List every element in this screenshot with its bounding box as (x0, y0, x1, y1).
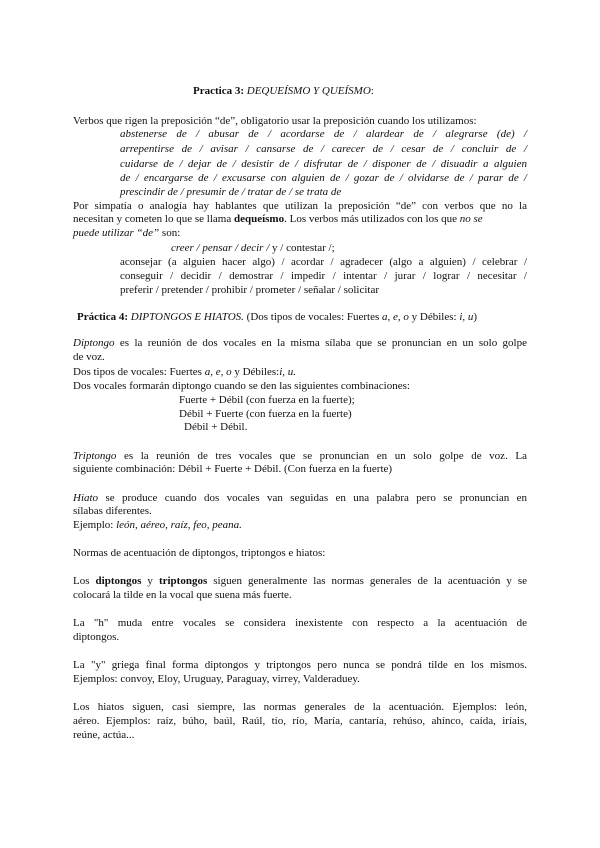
h-muda-rule: diptongos. (73, 631, 120, 643)
dequeismo-text-line: Por simpatía o analogía hay hablantes que utilizan la preposición “de” con verbos que no la (73, 200, 527, 212)
y-griega-rule: Ejemplos: convoy, Eloy, Uruguay, Paraguay, virrey, Valderaduey. (73, 673, 360, 685)
verb-list-line: prescindir de / presumir de / tratar de / se trata de (120, 186, 342, 198)
hiatos-rule: Los hiatos siguen, casi siempre, las normas generales de la acentuación. Ejemplos: león, (73, 701, 527, 713)
combinaciones-intro: Dos vocales formarán diptongo cuando se den las siguientes combinaciones: (73, 380, 410, 392)
hiato-example: Ejemplo: león, aéreo, raíz, feo, peana. (73, 519, 242, 531)
h-muda-rule: La "h" muda entre vocales se considera inexistente con respecto a la acentuación de (73, 617, 527, 629)
other-verbs-line: conseguir / decidir / demostrar / impedir / intentar / jurar / lograr / necesitar / (120, 270, 527, 282)
queismo-verbs-line: creer / pensar / decir / y / contestar /; (171, 242, 335, 254)
verb-list-line: arrepentirse de / avisar / cansarse de / carecer de / cesar de / concluir de / (120, 143, 527, 155)
tipos-vocales: Dos tipos de vocales: Fuertes a, e, o y Débiles:i, u. (73, 366, 297, 378)
hiato-definition: Hiato se produce cuando dos vocales van seguidas en una palabra pero se pronuncian en (73, 492, 528, 504)
other-verbs-line: aconsejar (a alguien hacer algo) / acordar / agradecer (algo a alguien) / celebrar / (120, 256, 527, 268)
title-practica-4: Práctica 4: DIPTONGOS E HIATOS. (Dos tipos de vocales: Fuertes a, e, o y Débiles: i, u) (77, 311, 478, 323)
diptongos-rule: Los diptongos y triptongos siguen generalmente las normas generales de la acentuación y se (73, 575, 528, 587)
diptongos-rule: colocará la tilde en la vocal que suena más fuerte. (73, 589, 292, 601)
hiatos-rule: reúne, actúa... (73, 729, 135, 741)
combinacion-line: Débil + Débil. (184, 421, 248, 433)
dequeismo-text-line: puede utilizar “de” son: (73, 227, 181, 239)
hiato-definition: sílabas diferentes. (73, 505, 152, 517)
diptongo-definition: Diptongo es la reunión de dos vocales en la misma sílaba que se pronuncian en un solo golpe (73, 337, 527, 349)
other-verbs-line: preferir / pretender / prohibir / prometer / señalar / solicitar (120, 284, 380, 296)
dequeismo-text-line: necesitan y cometen lo que se llama dequeísmo. Los verbos más utilizados con los que no se (73, 213, 483, 225)
verb-list-line: abstenerse de / abusar de / acordarse de / alardear de / alegrarse (de) / (120, 128, 527, 140)
verb-list-line: cuidarse de / dejar de / desistir de / disfrutar de / disponer de / disuadir a alguien (120, 158, 527, 170)
triptongo-definition: siguiente combinación: Débil + Fuerte + Débil. (Con fuerza en la fuerte) (73, 463, 393, 475)
verbs-de-intro: Verbos que rigen la preposición “de”, obligatorio usar la preposición cuando los utilizamos: (73, 115, 477, 127)
triptongo-definition: Triptongo es la reunión de tres vocales que se pronuncian en un solo golpe de voz. La (73, 450, 527, 462)
title-practica-3: Practica 3: DEQUEÍSMO Y QUEÍSMO: (193, 85, 374, 97)
hiatos-rule: aéreo. Ejemplos: raíz, búho, baúl, Raúl, tío, río, María, cantaría, rehúso, ahínco, caída, iríais, (73, 715, 527, 727)
combinacion-line: Fuerte + Débil (con fuerza en la fuerte); (179, 394, 355, 406)
combinacion-line: Débil + Fuerte (con fuerza en la fuerte) (179, 408, 352, 420)
y-griega-rule: La "y" griega final forma diptongos y triptongos pero nunca se pondrá tilde en los mismos. (73, 659, 527, 671)
diptongo-definition: de voz. (73, 351, 105, 363)
verb-list-line: de / encargarse de / excusarse con alguien de / gozar de / olvidarse de / parar de / (120, 172, 527, 184)
normas-heading: Normas de acentuación de diptongos, triptongos e hiatos: (73, 547, 326, 559)
